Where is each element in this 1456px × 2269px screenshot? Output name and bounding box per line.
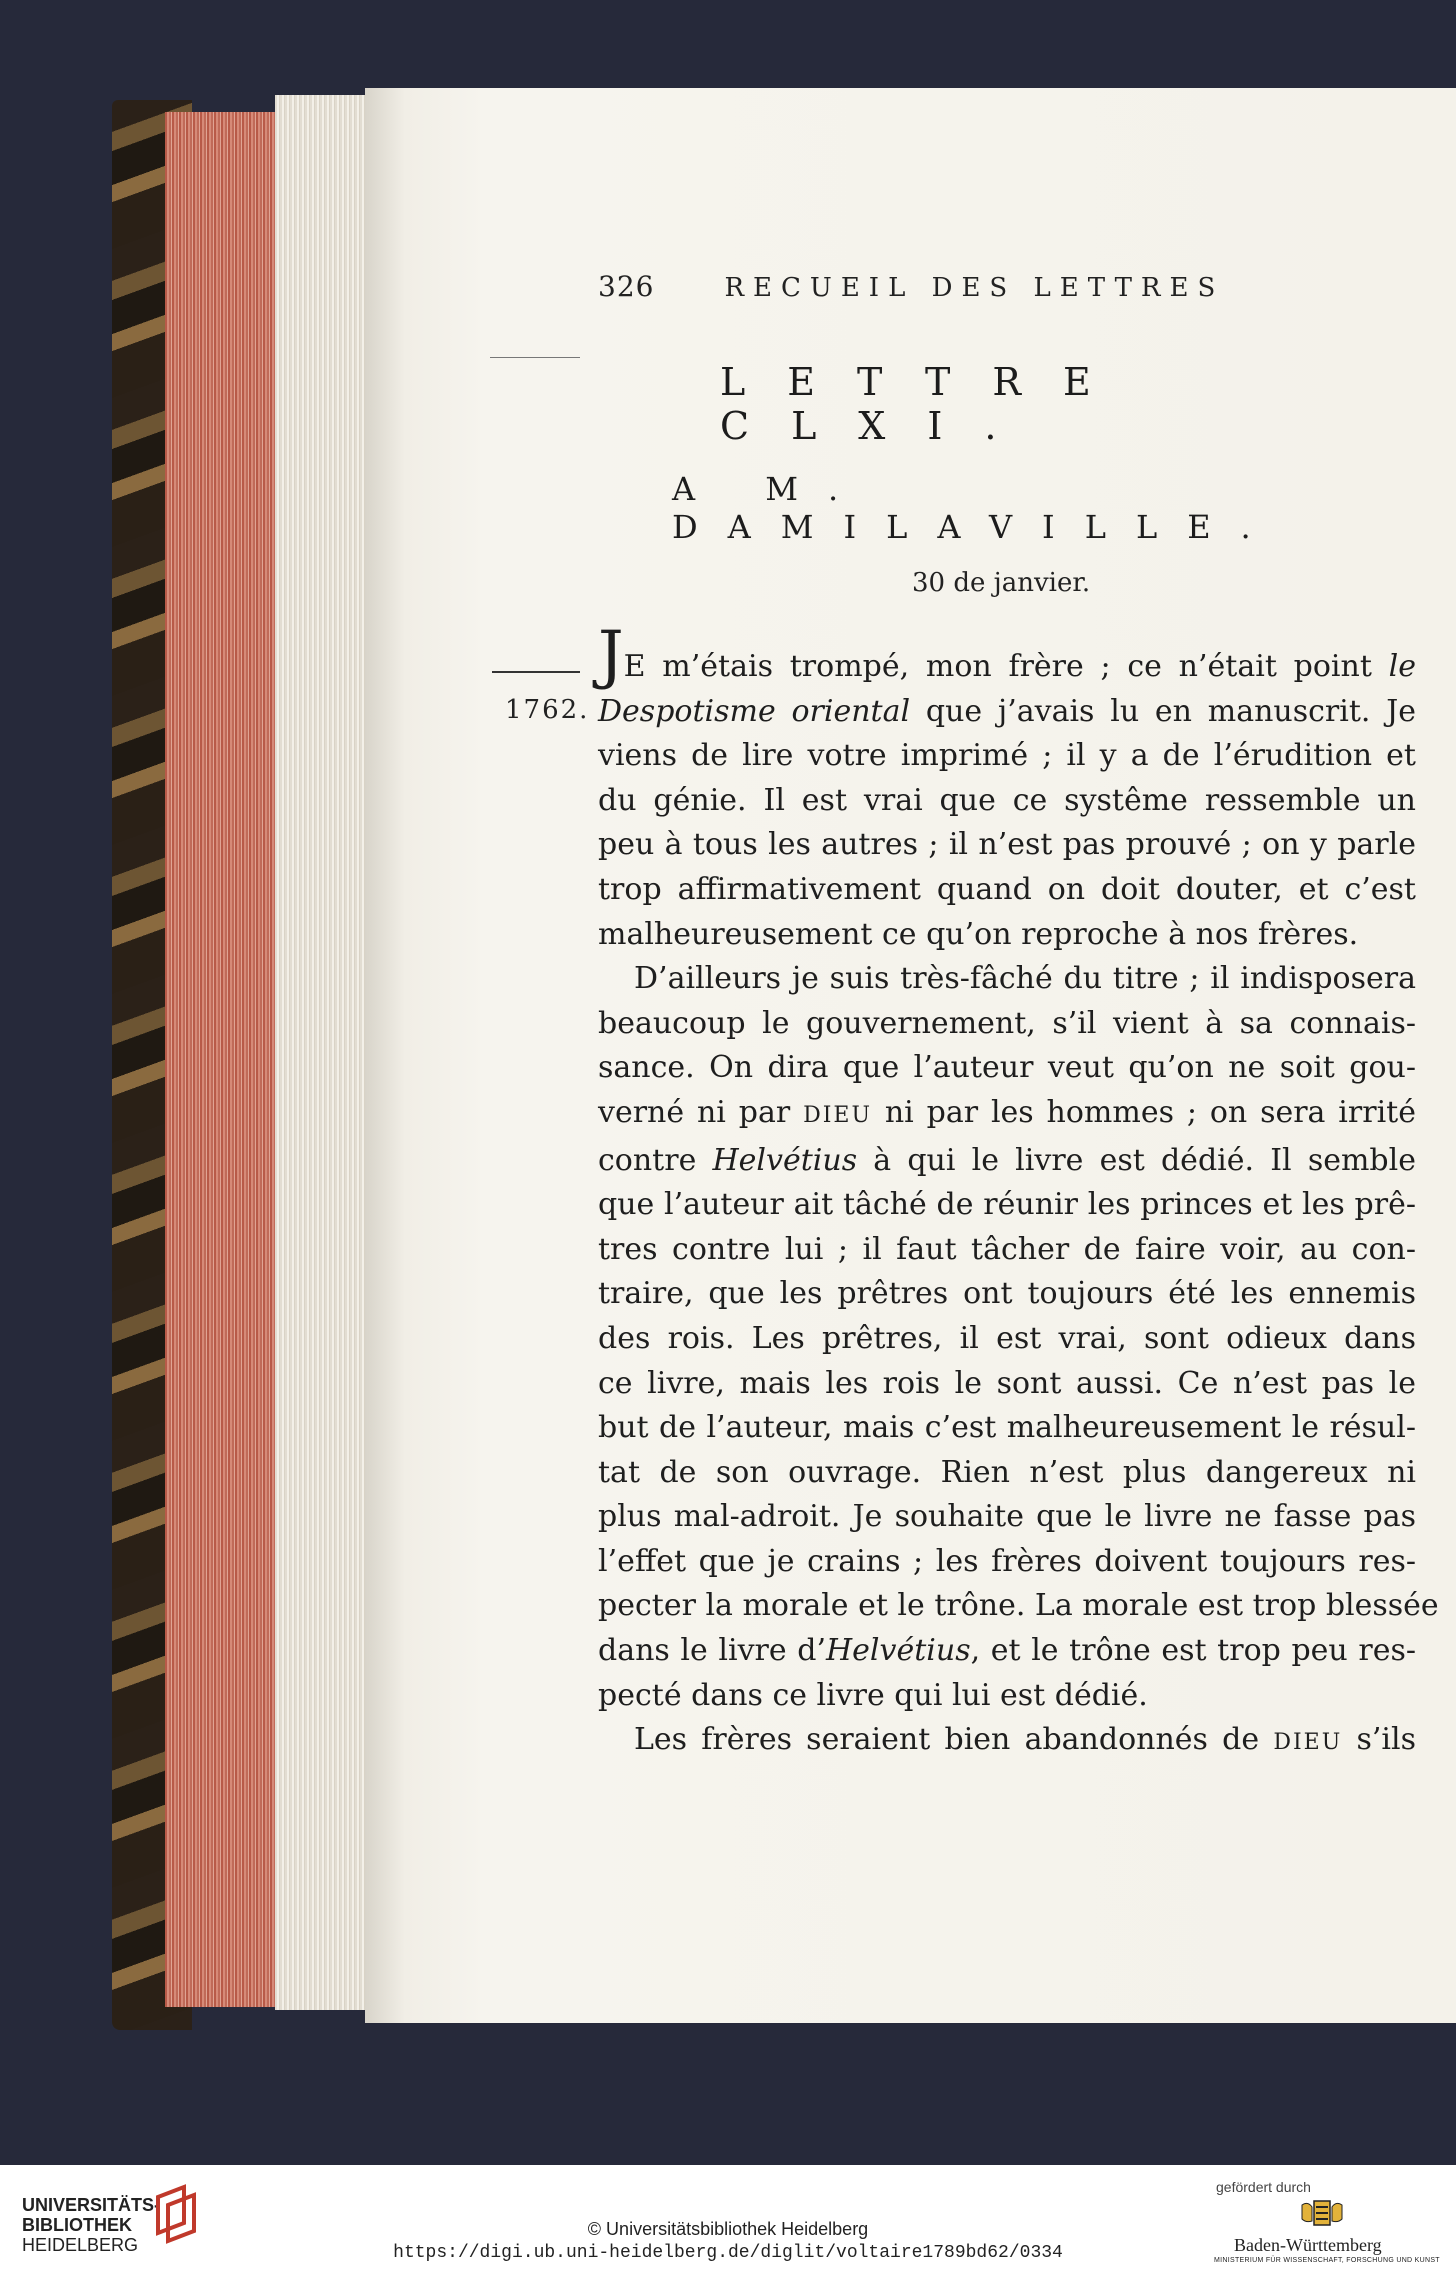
sponsor-subtitle: MINISTERIUM FÜR WISSENSCHAFT, FORSCHUNG UND KUNST bbox=[1214, 2257, 1440, 2264]
sponsor-label: gefördert durch bbox=[1216, 2179, 1311, 2195]
text-line: Despotisme oriental que j’avais lu en manuscrit. Je bbox=[598, 693, 1417, 729]
letter-title: LETTRE CLXI. bbox=[720, 360, 1133, 448]
text-line: peu à tous les autres ; il n’est pas prouvé ; on y parle bbox=[598, 827, 1416, 863]
letter-addressee: A M. DAMILAVILLE. bbox=[672, 470, 1281, 546]
text-line: viens de lire votre imprimé ; il y a de l’érudition et bbox=[598, 738, 1416, 774]
letter-date: 30 de janvier. bbox=[912, 568, 1091, 598]
copyright-notice: © Universitätsbibliothek Heidelberg bbox=[587, 2219, 869, 2239]
text-line: verné ni par DIEU ni par les hommes ; on sera irrité bbox=[598, 1094, 1416, 1130]
text-line: Les frères seraient bien abandonnés de DIEU s’ils bbox=[634, 1722, 1416, 1758]
sponsor-name[interactable]: Baden-Württemberg bbox=[1234, 2235, 1382, 2255]
page-stack bbox=[275, 95, 370, 2010]
text-line: pecté dans ce livre qui lui est dédié. bbox=[598, 1677, 1148, 1713]
page-number: 326 bbox=[598, 270, 655, 303]
text-line: sance. On dira que l’auteur veut qu’on ne soit gou- bbox=[598, 1050, 1416, 1086]
text-line: D’ailleurs je suis très-fâché du titre ; il indisposera bbox=[634, 961, 1416, 997]
text-line: dans le livre d’Helvétius, et le trône est trop peu res- bbox=[598, 1633, 1416, 1669]
text-line: beaucoup le gouvernement, s’il vient à sa connais- bbox=[598, 1005, 1416, 1041]
text-line: malheureusement ce qu’on reproche à nos frères. bbox=[598, 916, 1359, 952]
text-line: JE m’étais trompé, mon frère ; ce n’était point le bbox=[598, 618, 1416, 692]
red-page-edge bbox=[165, 112, 275, 2007]
text-line: traire, que les prêtres ont toujours été les ennemis bbox=[598, 1276, 1416, 1312]
text-line: contre Helvétius à qui le livre est dédié. Il semble bbox=[598, 1142, 1416, 1178]
bw-crest-icon bbox=[1300, 2197, 1344, 2229]
text-line: pecter la morale et le trône. La morale est trop blessée bbox=[598, 1588, 1439, 1624]
text-line: tat de son ouvrage. Rien n’est plus dangereux ni bbox=[598, 1454, 1416, 1490]
letter-body bbox=[598, 618, 1439, 1766]
text-line: du génie. Il est vrai que ce systême ressemble un bbox=[598, 782, 1416, 818]
text-line: l’effet que je crains ; les frères doivent toujours res- bbox=[598, 1543, 1416, 1579]
margin-year: 1762. bbox=[505, 695, 590, 725]
ub-logo-text[interactable]: UNIVERSITÄTS- BIBLIOTHEK HEIDELBERG bbox=[22, 2195, 161, 2255]
running-header bbox=[598, 270, 1278, 303]
text-line: but de l’auteur, mais c’est malheureusement le résul- bbox=[598, 1410, 1416, 1446]
text-line: des rois. Les prêtres, il est vrai, sont odieux dans bbox=[598, 1320, 1416, 1356]
drop-cap: J bbox=[598, 618, 624, 692]
running-head: RECUEIL DES LETTRES bbox=[724, 273, 1225, 303]
text-line: trop affirmativement quand on doit douter, et c’est bbox=[598, 871, 1416, 907]
text-line: tres contre lui ; il faut tâcher de faire voir, au con- bbox=[598, 1231, 1416, 1267]
text-line: plus mal-adroit. Je souhaite que le livre ne fasse pas bbox=[598, 1499, 1416, 1535]
viewer-footer bbox=[0, 2165, 1456, 2269]
margin-dash bbox=[492, 671, 580, 673]
permalink-url[interactable]: https://digi.ub.uni-heidelberg.de/diglit/voltaire1789bd62/0334 bbox=[393, 2243, 1063, 2263]
text-line: ce livre, mais les rois le sont aussi. Ce n’est pas le bbox=[598, 1365, 1416, 1401]
text-line: que l’auteur ait tâché de réunir les princes et les prê- bbox=[598, 1187, 1416, 1223]
margin-rule bbox=[490, 357, 580, 358]
